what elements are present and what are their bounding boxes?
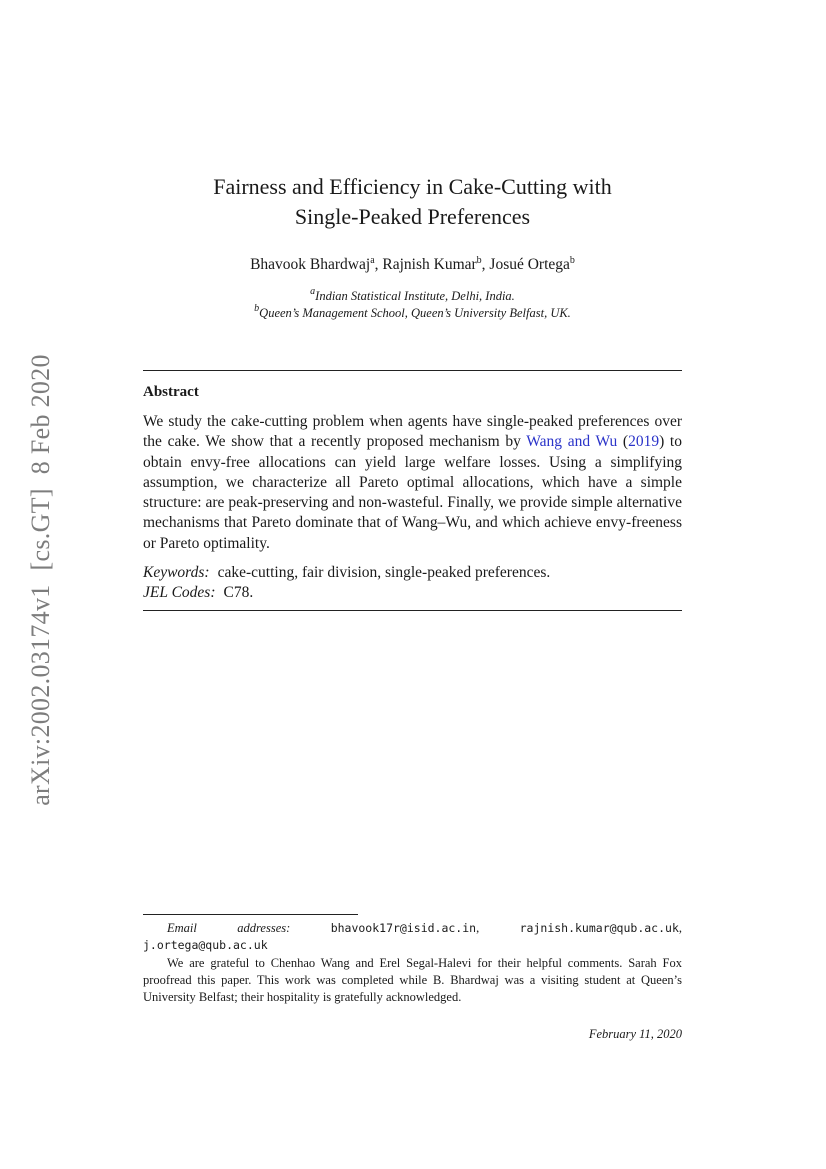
title-line-2: Single-Peaked Preferences [294, 204, 531, 229]
paper-title [143, 172, 682, 232]
affiliation-mark: b [254, 303, 260, 314]
citation-link-year[interactable]: 2019 [628, 433, 660, 451]
author-name: Josué Ortega [489, 256, 570, 273]
citation-paren-close: ) [659, 433, 665, 451]
affiliation [143, 288, 682, 305]
author-name: Rajnish Kumar [382, 256, 477, 273]
paper-date: February 11, 2020 [588, 1027, 682, 1041]
keywords-block [143, 563, 550, 603]
abstract-text: We study the cake-cutting problem when agents have single-peaked preferences over the cake. We show that a recently proposed mechanism by [143, 413, 682, 451]
jel-value: C78. [223, 584, 254, 601]
email-address[interactable]: bhavook17r@isid.ac.in [330, 921, 477, 935]
abstract-body [143, 412, 682, 554]
email-address[interactable]: j.ortega@qub.ac.uk [143, 938, 268, 953]
footnotes [143, 920, 682, 1006]
keywords-line [143, 563, 550, 583]
jel-line [143, 583, 550, 603]
affiliation-mark: a [310, 286, 316, 297]
email-footnote: Email addresses: bhavook17r@isid.ac.in, rajnish.kumar@qub.ac.uk, j.ortega@qub.ac.uk [143, 921, 682, 953]
footnote-rule [143, 914, 358, 915]
arxiv-date: 8 Feb 2020 [26, 354, 55, 475]
author-name: Bhavook Bhardwaj [250, 256, 371, 273]
arxiv-category: [cs.GT] [26, 488, 55, 571]
email-label: Email addresses: [167, 921, 291, 935]
citation-paren-open: ( [617, 433, 629, 451]
abstract-heading: Abstract [143, 384, 199, 400]
affiliation-text: Queen’s Management School, Queen’s University Belfast, UK. [259, 306, 571, 320]
author-separator: , [374, 256, 383, 273]
abstract-bottom-rule [143, 610, 682, 611]
author-mark: b [569, 255, 575, 266]
citation-link-authors[interactable]: Wang and Wu [526, 433, 618, 451]
acknowledgement: We are grateful to Chenhao Wang and Erel Segal-Halevi for their helpful comments. Sarah Fox proofread this paper. This work was completed while B. Bhardwaj was a visiting student at Queen’s University Belfast; their hospitality is gratefully acknowledged. [143, 955, 682, 1005]
author-list [143, 256, 682, 274]
email-address[interactable]: rajnish.kumar@qub.ac.uk [519, 921, 679, 935]
title-line-1: Fairness and Efficiency in Cake-Cutting with [213, 174, 612, 199]
affiliations [143, 288, 682, 322]
affiliation [143, 305, 682, 322]
abstract-top-rule [143, 370, 682, 371]
author-mark: a [370, 255, 375, 266]
author-separator: , [481, 256, 490, 273]
author-mark: b [476, 255, 482, 266]
arxiv-id: arXiv:2002.03174v1 [26, 584, 55, 806]
keywords-label: Keywords: [143, 564, 210, 581]
affiliation-text: Indian Statistical Institute, Delhi, India. [315, 289, 515, 303]
abstract-text: to obtain envy-free allocations can yield large welfare losses. Using a simplifying assumption, we characterize all Pareto optimal allocations, which have a simple structure: are peak-preserving and non-wasteful. Finally, we provide simple alternative mechanisms that Pareto dominate that of Wang–Wu, and which achieve envy-freeness or Pareto optimality. [143, 433, 682, 552]
keywords-value: cake-cutting, fair division, single-peaked preferences. [217, 564, 551, 581]
jel-label: JEL Codes: [143, 584, 216, 601]
arxiv-stamp [26, 354, 56, 806]
